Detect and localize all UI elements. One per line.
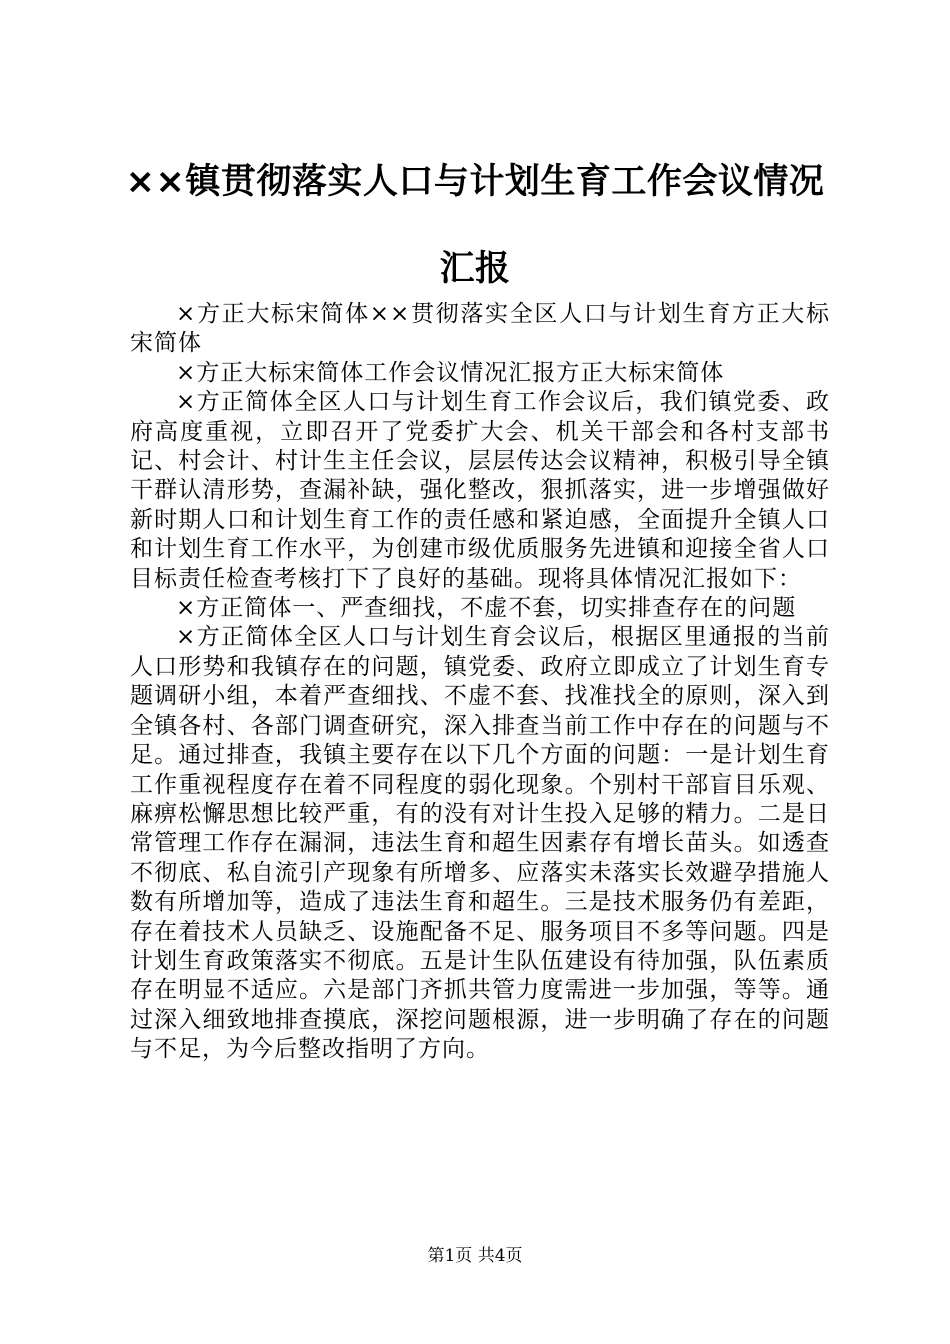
paragraph: ×方正大标宋简体××贯彻落实全区人口与计划生育方正大标宋简体 (130, 301, 830, 357)
paragraph: ×方正简体全区人口与计划生育工作会议后，我们镇党委、政府高度重视，立即召开了党委扩大会、机关干部会和各村支部书记、村会计、村计生主任会议，层层传达会议精神，积极引导全镇干群认清形势，查漏补缺，强化整改，狠抓落实，进一步增强做好新时期人口和计划生育工作的责任感和紧迫感，全面提升全镇人口和计划生育工作水平，为创建市级优质服务先进镇和迎接全省人口目标责任检查考核打下了良好的基础。现将具体情况汇报如下： (130, 389, 830, 592)
document-title-line-1: ××镇贯彻落实人口与计划生育工作会议情况 (125, 162, 825, 202)
paragraph: ×方正简体全区人口与计划生育会议后，根据区里通报的当前人口形势和我镇存在的问题，镇党委、政府立即成立了计划生育专题调研小组，本着严查细找、不虚不套、找准找全的原则，深入到全镇各村、各部门调查研究，深入排查当前工作中存在的问题与不足。通过排查，我镇主要存在以下几个方面的问题：一是计划生育工作重视程度存在着不同程度的弱化现象。个别村干部盲目乐观、麻痹松懈思想比较严重，有的没有对计生投入足够的精力。二是日常管理工作存在漏洞，违法生育和超生因素存有增长苗头。如透查不彻底、私自流引产现象有所增多、应落实未落实长效避孕措施人数有所增加等，造成了违法生育和超生。三是技术服务仍有差距，存在着技术人员缺乏、设施配备不足、服务项目不多等问题。四是计划生育政策落实不彻底。五是计生队伍建设有待加强，队伍素质存在明显不适应。六是部门齐抓共管力度需进一步加强，等等。通过深入细致地排查摸底，深挖问题根源，进一步明确了存在的问题与不足，为今后整改指明了方向。 (130, 624, 830, 1063)
document-title-line-2: 汇报 (439, 249, 511, 289)
document-body (130, 300, 830, 1065)
paragraph: ×方正简体一、严查细找，不虚不套，切实排查存在的问题 (176, 595, 797, 622)
paragraph: ×方正大标宋简体工作会议情况汇报方正大标宋简体 (176, 359, 725, 386)
page-number-footer: 第1页 共4页 (427, 1246, 523, 1266)
